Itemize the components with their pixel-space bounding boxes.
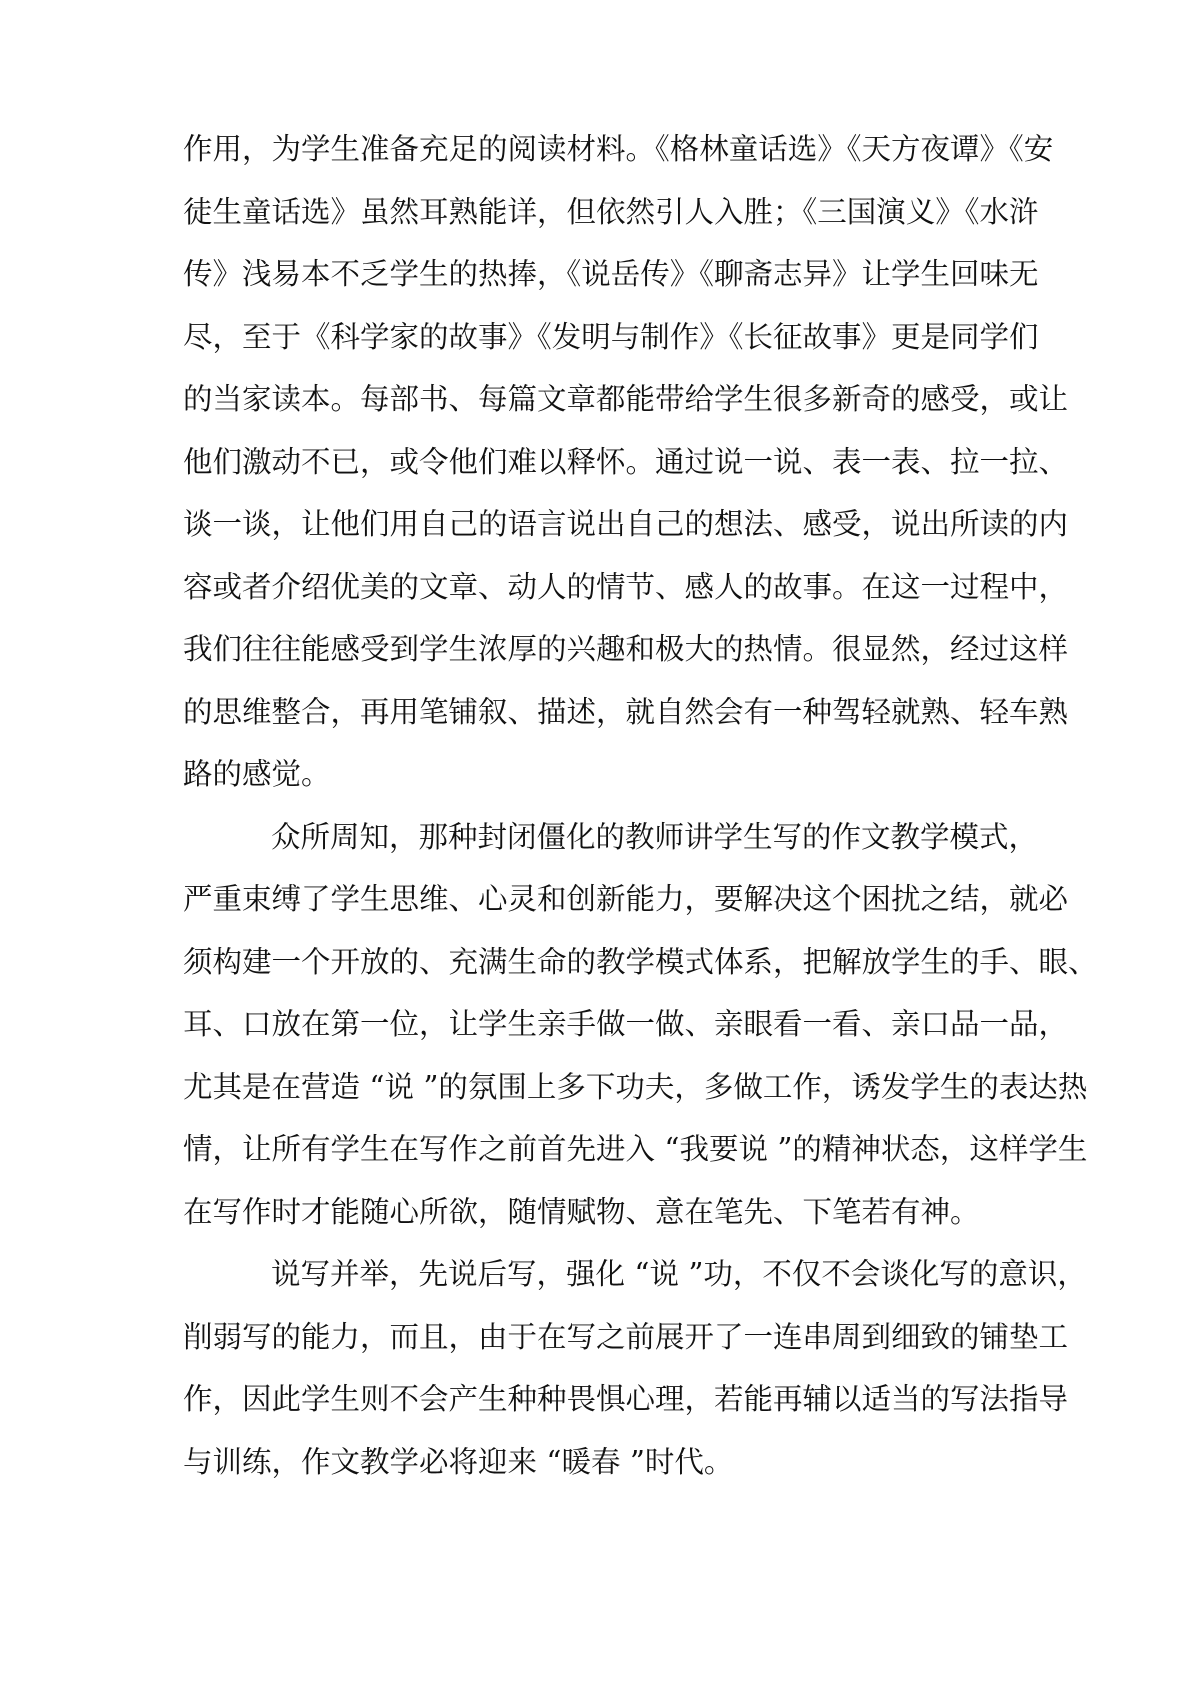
- text-line: 他们激动不已，或令他们难以释怀。通过说一说、表一表、拉一拉、: [183, 444, 1069, 479]
- body-text: [183, 118, 1098, 1493]
- text-line-first-indented: 说写并举，先说后写，强化 “说 ”功，不仅不会谈化写的意识，: [271, 1257, 1087, 1291]
- text-line-first-indented: 众所周知，那种封闭僵化的教师讲学生写的作文教学模式，: [271, 819, 1039, 854]
- text-line: 情，让所有学生在写作之前首先进入 “我要说 ”的精神状态，这样学生: [183, 1132, 1088, 1166]
- text-line: 我们往往能感受到学生浓厚的兴趣和极大的热情。很显然，经过这样: [183, 632, 1069, 666]
- text-line: 作，因此学生则不会产生种种畏惧心理，若能再辅以适当的写法指导: [183, 1382, 1069, 1416]
- text-line: 徒生童话选》虽然耳熟能详，但依然引人入胜；《三国演义》《水浒: [183, 194, 1039, 229]
- text-line: 须构建一个开放的、充满生命的教学模式体系，把解放学生的手、眼、: [183, 944, 1098, 979]
- text-line: 的思维整合，再用笔铺叙、描述，就自然会有一种驾轻就熟、轻车熟: [183, 694, 1069, 729]
- text-line: 尤其是在营造 “说 ”的氛围上多下功夫，多做工作，诱发学生的表达热: [183, 1069, 1088, 1104]
- text-line: 谈一谈，让他们用自己的语言说出自己的想法、感受，说出所读的内: [183, 507, 1069, 541]
- text-line: 削弱写的能力，而且，由于在写之前展开了一连串周到细致的铺垫工: [183, 1319, 1069, 1354]
- text-line: 的当家读本。每部书、每篇文章都能带给学生很多新奇的感受，或让: [183, 382, 1069, 416]
- text-line: 与训练，作文教学必将迎来 “暖春 ”时代。: [183, 1444, 734, 1479]
- text-line: 作用，为学生准备充足的阅读材料。《格林童话选》《天方夜谭》《安: [183, 132, 1054, 166]
- text-line: 容或者介绍优美的文章、动人的情节、感人的故事。在这一过程中，: [183, 569, 1069, 604]
- text-line: 严重束缚了学生思维、心灵和创新能力，要解决这个困扰之结，就必: [183, 882, 1069, 916]
- paragraph-3: [183, 1243, 1087, 1493]
- text-line: 尽，至于《科学家的故事》《发明与制作》《长征故事》更是同学们: [183, 319, 1039, 354]
- text-line: 传》浅易本不乏学生的热捧，《说岳传》《聊斋志异》让学生回味无: [183, 257, 1039, 291]
- text-line: 在写作时才能随心所欲，随情赋物、意在笔先、下笔若有神。: [183, 1194, 980, 1229]
- text-line: 路的感觉。: [183, 757, 331, 791]
- paragraph-2: [183, 806, 1098, 1244]
- paragraph-1: [183, 118, 1069, 806]
- text-line: 耳、口放在第一位，让学生亲手做一做、亲眼看一看、亲口品一品，: [183, 1007, 1069, 1041]
